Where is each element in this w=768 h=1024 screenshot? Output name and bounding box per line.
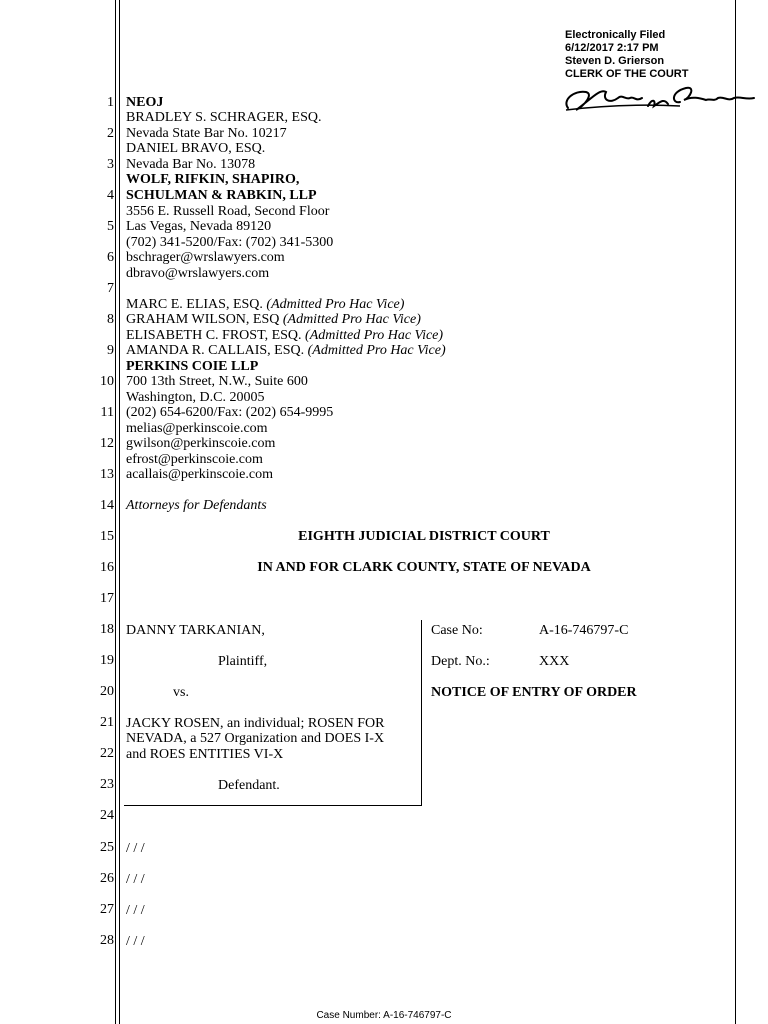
line-number: 10 bbox=[100, 374, 114, 389]
defendant-name: NEVADA, a 527 Organization and DOES I-X bbox=[126, 731, 385, 746]
attorney-name: AMANDA R. CALLAIS, ESQ. bbox=[126, 343, 305, 358]
attorney-email: acallais@perkinscoie.com bbox=[126, 467, 273, 482]
law-firm-name: PERKINS COIE LLP bbox=[126, 359, 259, 374]
attorney-name: GRAHAM WILSON, ESQ bbox=[126, 312, 280, 327]
firm-phone: (202) 654-6200/Fax: (202) 654-9995 bbox=[126, 405, 334, 420]
attorney-name: BRADLEY S. SCHRAGER, ESQ. bbox=[126, 110, 322, 125]
efiling-line: Electronically Filed bbox=[565, 29, 666, 41]
attorney-email: melias@perkinscoie.com bbox=[126, 421, 268, 436]
attorney-entry bbox=[126, 328, 443, 344]
line-number: 6 bbox=[107, 250, 114, 265]
efiling-clerk-title: CLERK OF THE COURT bbox=[565, 68, 689, 80]
attorney-entry bbox=[126, 312, 421, 328]
law-firm-name: WOLF, RIFKIN, SHAPIRO, bbox=[126, 172, 300, 187]
line-number: 7 bbox=[107, 281, 114, 296]
line-number: 12 bbox=[100, 436, 114, 451]
case-number-label: Case No: bbox=[431, 623, 483, 638]
body-line: / / / bbox=[126, 841, 145, 856]
line-number: 1 bbox=[107, 95, 114, 110]
case-number-value: A-16-746797-C bbox=[539, 623, 629, 638]
defendant-label: Defendant. bbox=[218, 778, 280, 793]
line-number: 21 bbox=[100, 715, 114, 730]
attorney-name: ELISABETH C. FROST, ESQ. bbox=[126, 328, 302, 343]
right-margin-rule bbox=[735, 0, 736, 1024]
line-number: 24 bbox=[100, 808, 114, 823]
plaintiff-label: Plaintiff, bbox=[218, 654, 268, 669]
line-number: 14 bbox=[100, 498, 114, 513]
court-name: EIGHTH JUDICIAL DISTRICT COURT bbox=[298, 529, 550, 544]
law-firm-name: SCHULMAN & RABKIN, LLP bbox=[126, 188, 317, 203]
line-number: 23 bbox=[100, 777, 114, 792]
attorney-email: dbravo@wrslawyers.com bbox=[126, 266, 270, 281]
line-number: 17 bbox=[100, 591, 114, 606]
firm-address: 700 13th Street, N.W., Suite 600 bbox=[126, 374, 308, 389]
attorney-name: DANIEL BRAVO, ESQ. bbox=[126, 141, 266, 156]
attorney-bar-number: Nevada Bar No. 13078 bbox=[126, 157, 256, 172]
line-number: 9 bbox=[107, 343, 114, 358]
attorney-bar-number: Nevada State Bar No. 10217 bbox=[126, 126, 287, 141]
attorney-email: bschrager@wrslawyers.com bbox=[126, 250, 285, 265]
line-number: 26 bbox=[100, 871, 114, 886]
firm-address: 3556 E. Russell Road, Second Floor bbox=[126, 204, 330, 219]
body-line: / / / bbox=[126, 872, 145, 887]
pro-hac-vice-note: (Admitted Pro Hac Vice) bbox=[282, 312, 421, 327]
clerk-signature bbox=[560, 70, 760, 120]
plaintiff-name: DANNY TARKANIAN, bbox=[126, 623, 265, 638]
line-number: 5 bbox=[107, 219, 114, 234]
attorney-entry bbox=[126, 343, 446, 359]
pro-hac-vice-note: (Admitted Pro Hac Vice) bbox=[307, 343, 446, 358]
left-margin-rule-inner bbox=[119, 0, 120, 1024]
line-number: 3 bbox=[107, 157, 114, 172]
line-number: 18 bbox=[100, 622, 114, 637]
attorneys-for-label: Attorneys for Defendants bbox=[126, 498, 267, 513]
attorney-name: MARC E. ELIAS, ESQ. bbox=[126, 297, 263, 312]
line-number: 20 bbox=[100, 684, 114, 699]
versus-label: vs. bbox=[173, 685, 189, 700]
attorney-entry bbox=[126, 297, 404, 313]
body-line: / / / bbox=[126, 903, 145, 918]
attorney-email: gwilson@perkinscoie.com bbox=[126, 436, 276, 451]
efiling-clerk-name: Steven D. Grierson bbox=[565, 55, 665, 67]
attorney-email: efrost@perkinscoie.com bbox=[126, 452, 263, 467]
efiling-date: 6/12/2017 2:17 PM bbox=[565, 42, 659, 54]
line-number: 4 bbox=[107, 188, 114, 203]
department-value: XXX bbox=[539, 654, 570, 669]
firm-address: Las Vegas, Nevada 89120 bbox=[126, 219, 272, 234]
line-number: 16 bbox=[100, 560, 114, 575]
line-number: 11 bbox=[100, 405, 114, 420]
firm-address: Washington, D.C. 20005 bbox=[126, 390, 265, 405]
line-number: 13 bbox=[100, 467, 114, 482]
defendant-name: and ROES ENTITIES VI-X bbox=[126, 747, 284, 762]
pro-hac-vice-note: (Admitted Pro Hac Vice) bbox=[266, 297, 405, 312]
footer-case-number: Case Number: A-16-746797-C bbox=[316, 1010, 452, 1021]
document-title: NOTICE OF ENTRY OF ORDER bbox=[431, 685, 637, 700]
line-number: 25 bbox=[100, 840, 114, 855]
line-number: 22 bbox=[100, 746, 114, 761]
department-label: Dept. No.: bbox=[431, 654, 490, 669]
document-code: NEOJ bbox=[126, 95, 164, 110]
line-number: 15 bbox=[100, 529, 114, 544]
court-county: IN AND FOR CLARK COUNTY, STATE OF NEVADA bbox=[257, 560, 591, 575]
line-number: 19 bbox=[100, 653, 114, 668]
body-line: / / / bbox=[126, 934, 145, 949]
left-margin-rule-outer bbox=[115, 0, 116, 1024]
line-number: 2 bbox=[107, 126, 114, 141]
firm-phone: (702) 341-5200/Fax: (702) 341-5300 bbox=[126, 235, 334, 250]
line-number: 27 bbox=[100, 902, 114, 917]
line-number: 8 bbox=[107, 312, 114, 327]
pro-hac-vice-note: (Admitted Pro Hac Vice) bbox=[305, 328, 444, 343]
defendant-name: JACKY ROSEN, an individual; ROSEN FOR bbox=[126, 716, 385, 731]
line-number: 28 bbox=[100, 933, 114, 948]
